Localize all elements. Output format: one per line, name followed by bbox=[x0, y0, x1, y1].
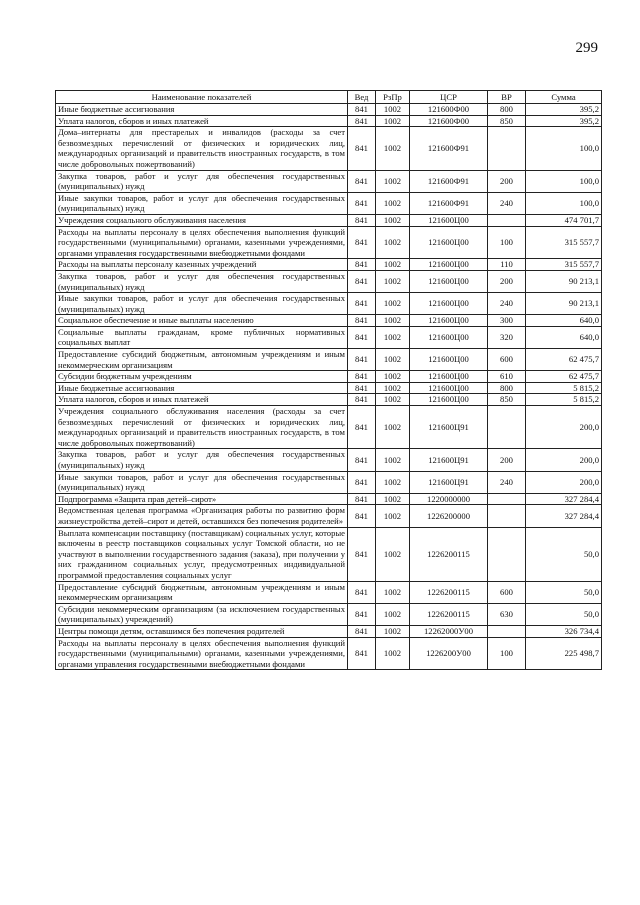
row-csr: 121600Ц91 bbox=[410, 449, 488, 471]
table-row bbox=[56, 406, 602, 449]
row-csr: 121600Ф00 bbox=[410, 115, 488, 127]
row-rzpr: 1002 bbox=[376, 394, 410, 406]
row-ved: 841 bbox=[348, 326, 376, 348]
row-csr: 121600Ц00 bbox=[410, 349, 488, 371]
row-sum: 200,0 bbox=[526, 449, 602, 471]
row-name: Закупка товаров, работ и услуг для обеспечения государственных (муниципальных) нужд bbox=[56, 170, 348, 192]
row-name: Закупка товаров, работ и услуг для обеспечения государственных (муниципальных) нужд bbox=[56, 449, 348, 471]
row-csr: 121600Ц00 bbox=[410, 270, 488, 292]
table-header-row bbox=[56, 91, 602, 104]
row-vr: 110 bbox=[488, 259, 526, 271]
table-row bbox=[56, 259, 602, 271]
row-rzpr: 1002 bbox=[376, 214, 410, 226]
table-row bbox=[56, 115, 602, 127]
row-ved: 841 bbox=[348, 270, 376, 292]
row-rzpr: 1002 bbox=[376, 270, 410, 292]
row-csr: 121600Ц00 bbox=[410, 382, 488, 394]
row-rzpr: 1002 bbox=[376, 226, 410, 259]
row-sum: 50,0 bbox=[526, 581, 602, 603]
budget-table bbox=[55, 90, 602, 670]
row-name: Предоставление субсидий бюджетным, автономным учреждениям и иным некоммерческим организациям bbox=[56, 349, 348, 371]
row-sum: 100,0 bbox=[526, 170, 602, 192]
row-csr: 121600Ф91 bbox=[410, 127, 488, 170]
row-ved: 841 bbox=[348, 449, 376, 471]
row-vr bbox=[488, 127, 526, 170]
row-ved: 841 bbox=[348, 581, 376, 603]
row-name: Иные бюджетные ассигнования bbox=[56, 104, 348, 116]
table-row bbox=[56, 581, 602, 603]
row-ved: 841 bbox=[348, 471, 376, 493]
row-csr: 121600Ф00 bbox=[410, 104, 488, 116]
row-csr: 1226200115 bbox=[410, 581, 488, 603]
row-vr: 240 bbox=[488, 293, 526, 315]
row-ved: 841 bbox=[348, 259, 376, 271]
row-sum: 640,0 bbox=[526, 315, 602, 327]
row-ved: 841 bbox=[348, 625, 376, 637]
row-csr: 1226200У00 bbox=[410, 637, 488, 670]
row-ved: 841 bbox=[348, 406, 376, 449]
header-name: Наименование показателей bbox=[56, 91, 348, 104]
row-rzpr: 1002 bbox=[376, 603, 410, 625]
row-rzpr: 1002 bbox=[376, 115, 410, 127]
row-sum: 90 213,1 bbox=[526, 270, 602, 292]
row-ved: 841 bbox=[348, 493, 376, 505]
row-sum: 100,0 bbox=[526, 192, 602, 214]
row-rzpr: 1002 bbox=[376, 382, 410, 394]
row-sum: 50,0 bbox=[526, 527, 602, 581]
row-rzpr: 1002 bbox=[376, 170, 410, 192]
header-vr: ВР bbox=[488, 91, 526, 104]
row-vr: 240 bbox=[488, 471, 526, 493]
row-vr: 600 bbox=[488, 581, 526, 603]
row-ved: 841 bbox=[348, 293, 376, 315]
row-ved: 841 bbox=[348, 226, 376, 259]
row-sum: 50,0 bbox=[526, 603, 602, 625]
row-rzpr: 1002 bbox=[376, 371, 410, 383]
row-name: Подпрограмма «Защита прав детей–сирот» bbox=[56, 493, 348, 505]
row-rzpr: 1002 bbox=[376, 625, 410, 637]
row-ved: 841 bbox=[348, 349, 376, 371]
table-row bbox=[56, 505, 602, 527]
row-ved: 841 bbox=[348, 637, 376, 670]
row-vr: 320 bbox=[488, 326, 526, 348]
row-sum: 326 734,4 bbox=[526, 625, 602, 637]
row-ved: 841 bbox=[348, 192, 376, 214]
row-rzpr: 1002 bbox=[376, 449, 410, 471]
row-ved: 841 bbox=[348, 170, 376, 192]
row-csr: 121600Ц00 bbox=[410, 214, 488, 226]
row-vr: 600 bbox=[488, 349, 526, 371]
table-row bbox=[56, 170, 602, 192]
row-rzpr: 1002 bbox=[376, 192, 410, 214]
table-row bbox=[56, 293, 602, 315]
row-name: Социальное обеспечение и иные выплаты населению bbox=[56, 315, 348, 327]
row-name: Учреждения социального обслуживания населения (расходы за счет безвозмездных перечислений от физических и юридических лиц, международных организаций и правительств иностранных государств, в том числе добровольных пожертвований) bbox=[56, 406, 348, 449]
row-csr: 121600Ц00 bbox=[410, 394, 488, 406]
row-sum: 225 498,7 bbox=[526, 637, 602, 670]
row-name: Расходы на выплаты персоналу в целях обеспечения выполнения функций государственными (муниципальными) органами, казенными учреждениями, органами управления государственными внебюджетными фондами bbox=[56, 226, 348, 259]
row-ved: 841 bbox=[348, 382, 376, 394]
row-rzpr: 1002 bbox=[376, 127, 410, 170]
row-csr: 121600Ц91 bbox=[410, 471, 488, 493]
row-csr: 121600Ц00 bbox=[410, 371, 488, 383]
row-rzpr: 1002 bbox=[376, 104, 410, 116]
row-vr bbox=[488, 214, 526, 226]
table-row bbox=[56, 527, 602, 581]
row-csr: 12262000У00 bbox=[410, 625, 488, 637]
row-sum: 395,2 bbox=[526, 115, 602, 127]
row-rzpr: 1002 bbox=[376, 493, 410, 505]
row-csr: 1226200115 bbox=[410, 527, 488, 581]
row-vr bbox=[488, 493, 526, 505]
row-name: Уплата налогов, сборов и иных платежей bbox=[56, 115, 348, 127]
row-sum: 5 815,2 bbox=[526, 394, 602, 406]
row-name: Иные закупки товаров, работ и услуг для обеспечения государственных (муниципальных) нужд bbox=[56, 471, 348, 493]
row-ved: 841 bbox=[348, 214, 376, 226]
row-vr: 800 bbox=[488, 382, 526, 394]
table-row bbox=[56, 127, 602, 170]
row-name: Уплата налогов, сборов и иных платежей bbox=[56, 394, 348, 406]
row-ved: 841 bbox=[348, 394, 376, 406]
row-vr: 100 bbox=[488, 637, 526, 670]
table-row bbox=[56, 104, 602, 116]
header-rzpr: РзПр bbox=[376, 91, 410, 104]
row-vr bbox=[488, 625, 526, 637]
row-name: Расходы на выплаты персоналу казенных учреждений bbox=[56, 259, 348, 271]
table-row bbox=[56, 394, 602, 406]
row-sum: 90 213,1 bbox=[526, 293, 602, 315]
row-rzpr: 1002 bbox=[376, 505, 410, 527]
table-row bbox=[56, 214, 602, 226]
row-csr: 121600Ц91 bbox=[410, 406, 488, 449]
table-row bbox=[56, 192, 602, 214]
row-sum: 62 475,7 bbox=[526, 349, 602, 371]
page-number: 299 bbox=[575, 40, 598, 56]
row-csr: 1220000000 bbox=[410, 493, 488, 505]
row-ved: 841 bbox=[348, 527, 376, 581]
header-ved: Вед bbox=[348, 91, 376, 104]
row-ved: 841 bbox=[348, 104, 376, 116]
table-row bbox=[56, 382, 602, 394]
row-rzpr: 1002 bbox=[376, 259, 410, 271]
row-rzpr: 1002 bbox=[376, 315, 410, 327]
row-sum: 327 284,4 bbox=[526, 505, 602, 527]
table-row bbox=[56, 625, 602, 637]
row-name: Ведомственная целевая программа «Организация работы по развитию форм жизнеустройства детей–сирот и детей, оставшихся без попечения родителей» bbox=[56, 505, 348, 527]
row-name: Социальные выплаты гражданам, кроме публичных нормативных социальных выплат bbox=[56, 326, 348, 348]
row-vr bbox=[488, 406, 526, 449]
table-row bbox=[56, 603, 602, 625]
row-csr: 121600Ф91 bbox=[410, 192, 488, 214]
row-vr: 100 bbox=[488, 226, 526, 259]
row-vr: 850 bbox=[488, 394, 526, 406]
row-vr: 630 bbox=[488, 603, 526, 625]
row-ved: 841 bbox=[348, 127, 376, 170]
row-sum: 474 701,7 bbox=[526, 214, 602, 226]
row-sum: 200,0 bbox=[526, 471, 602, 493]
row-name: Дома–интернаты для престарелых и инвалидов (расходы за счет безвозмездных перечислений от физических и юридических лиц, международных организаций и правительств иностранных государств, в том числе добровольных пожертвований) bbox=[56, 127, 348, 170]
table-row bbox=[56, 270, 602, 292]
row-sum: 315 557,7 bbox=[526, 259, 602, 271]
row-csr: 121600Ц00 bbox=[410, 259, 488, 271]
row-sum: 200,0 bbox=[526, 406, 602, 449]
row-csr: 1226200000 bbox=[410, 505, 488, 527]
row-sum: 315 557,7 bbox=[526, 226, 602, 259]
row-name: Иные закупки товаров, работ и услуг для обеспечения государственных (муниципальных) нужд bbox=[56, 293, 348, 315]
row-vr: 800 bbox=[488, 104, 526, 116]
row-rzpr: 1002 bbox=[376, 471, 410, 493]
row-vr: 240 bbox=[488, 192, 526, 214]
row-csr: 121600Ц00 bbox=[410, 315, 488, 327]
table-row bbox=[56, 326, 602, 348]
row-name: Предоставление субсидий бюджетным, автономным учреждениям и иным некоммерческим организациям bbox=[56, 581, 348, 603]
row-rzpr: 1002 bbox=[376, 527, 410, 581]
row-ved: 841 bbox=[348, 371, 376, 383]
row-name: Иные бюджетные ассигнования bbox=[56, 382, 348, 394]
row-name: Иные закупки товаров, работ и услуг для обеспечения государственных (муниципальных) нужд bbox=[56, 192, 348, 214]
row-name: Центры помощи детям, оставшимся без попечения родителей bbox=[56, 625, 348, 637]
table-row bbox=[56, 226, 602, 259]
row-name: Субсидии некоммерческим организациям (за исключением государственных (муниципальных) учреждений) bbox=[56, 603, 348, 625]
header-csr: ЦСР bbox=[410, 91, 488, 104]
row-sum: 62 475,7 bbox=[526, 371, 602, 383]
row-ved: 841 bbox=[348, 315, 376, 327]
row-csr: 121600Ц00 bbox=[410, 226, 488, 259]
row-name: Выплата компенсации поставщику (поставщикам) социальных услуг, которые включены в реестр поставщиков социальных услуг Томской области, но не участвуют в выполнении государственного задания (заказа), при получении у них гражданином социальных услуг, предусмотренных индивидуальной программой предоставления социальных услуг bbox=[56, 527, 348, 581]
row-sum: 395,2 bbox=[526, 104, 602, 116]
row-sum: 640,0 bbox=[526, 326, 602, 348]
row-ved: 841 bbox=[348, 603, 376, 625]
row-sum: 5 815,2 bbox=[526, 382, 602, 394]
row-vr: 200 bbox=[488, 170, 526, 192]
row-vr: 200 bbox=[488, 449, 526, 471]
row-rzpr: 1002 bbox=[376, 581, 410, 603]
row-csr: 121600Ц00 bbox=[410, 293, 488, 315]
row-vr: 300 bbox=[488, 315, 526, 327]
header-sum: Сумма bbox=[526, 91, 602, 104]
row-rzpr: 1002 bbox=[376, 637, 410, 670]
table-row bbox=[56, 449, 602, 471]
row-name: Закупка товаров, работ и услуг для обеспечения государственных (муниципальных) нужд bbox=[56, 270, 348, 292]
row-ved: 841 bbox=[348, 115, 376, 127]
row-vr: 200 bbox=[488, 270, 526, 292]
row-rzpr: 1002 bbox=[376, 406, 410, 449]
row-name: Расходы на выплаты персоналу в целях обеспечения выполнения функций государственными (муниципальными) органами, казенными учреждениями, органами управления государственными внебюджетными фондами bbox=[56, 637, 348, 670]
table-row bbox=[56, 493, 602, 505]
row-name: Учреждения социального обслуживания населения bbox=[56, 214, 348, 226]
row-vr: 610 bbox=[488, 371, 526, 383]
row-csr: 1226200115 bbox=[410, 603, 488, 625]
row-rzpr: 1002 bbox=[376, 326, 410, 348]
table-row bbox=[56, 471, 602, 493]
row-vr bbox=[488, 505, 526, 527]
row-sum: 327 284,4 bbox=[526, 493, 602, 505]
row-vr: 850 bbox=[488, 115, 526, 127]
row-ved: 841 bbox=[348, 505, 376, 527]
table-row bbox=[56, 315, 602, 327]
table-row bbox=[56, 371, 602, 383]
row-vr bbox=[488, 527, 526, 581]
row-rzpr: 1002 bbox=[376, 293, 410, 315]
row-rzpr: 1002 bbox=[376, 349, 410, 371]
table-row bbox=[56, 637, 602, 670]
row-name: Субсидии бюджетным учреждениям bbox=[56, 371, 348, 383]
table-body bbox=[56, 104, 602, 670]
table-row bbox=[56, 349, 602, 371]
row-csr: 121600Ц00 bbox=[410, 326, 488, 348]
row-csr: 121600Ф91 bbox=[410, 170, 488, 192]
row-sum: 100,0 bbox=[526, 127, 602, 170]
